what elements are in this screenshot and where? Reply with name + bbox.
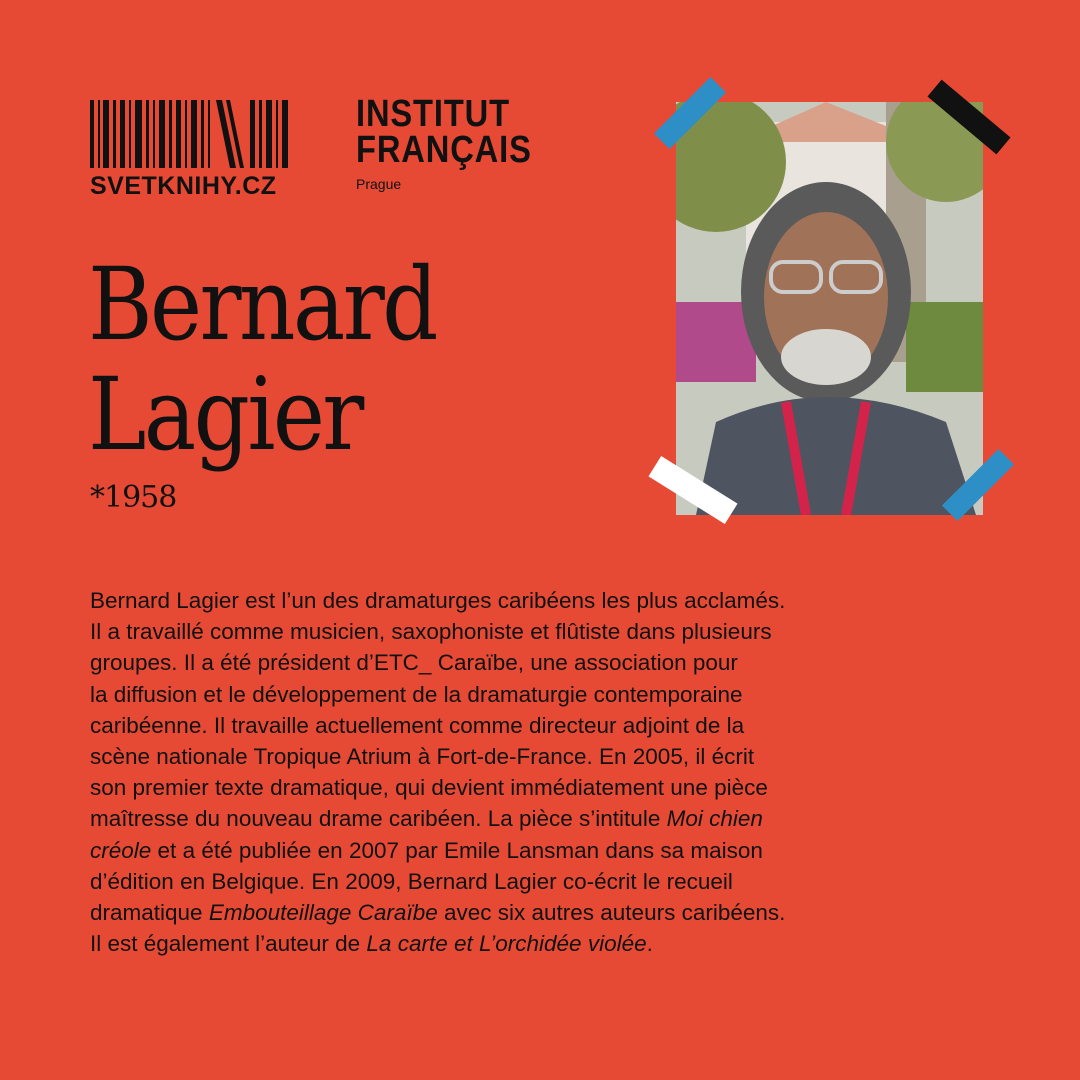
portrait-illustration — [676, 102, 983, 515]
barcode-icon — [90, 100, 290, 168]
bio-line — [90, 928, 990, 959]
author-photo-frame — [676, 102, 983, 515]
bio-line — [90, 897, 990, 928]
book-title-la-carte: La carte et L’orchidée violée — [366, 931, 647, 957]
book-title-embouteillage-caraibe: Embouteillage Caraïbe — [208, 900, 438, 926]
bio-line: Il a travaillé comme musicien, saxophoniste et flûtiste dans plusieurs — [90, 619, 772, 645]
bio-text: . — [646, 931, 653, 957]
bio-line: groupes. Il a été président d’ETC_ Caraïbe, une association pour — [90, 650, 738, 676]
institut-city: Prague — [356, 176, 402, 192]
author-first-name: Bernard — [88, 246, 436, 363]
author-biography — [90, 585, 990, 959]
author-last-name: Lagier — [88, 356, 362, 473]
institut-francais-logo — [356, 93, 556, 206]
birth-year: *1958 — [90, 480, 177, 515]
bio-line — [90, 803, 990, 834]
bio-line: scène nationale Tropique Atrium à Fort-de-France. En 2005, il écrit — [90, 744, 755, 770]
bio-text: maîtresse du nouveau drame caribéen. La pièce s’intitule — [90, 806, 667, 832]
bio-line: Bernard Lagier est l’un des dramaturges caribéens les plus acclamés. — [90, 588, 786, 613]
institut-wordmark-line2: FRANÇAIS — [356, 129, 532, 171]
svetknihy-logo — [90, 100, 300, 200]
bio-line: la diffusion et le développement de la dramaturgie contemporaine — [90, 681, 743, 707]
bio-text: dramatique — [90, 900, 209, 926]
bio-text: et a été publiée en 2007 par Emile Lansman dans sa maison — [151, 837, 763, 863]
svetknihy-wordmark: SVETKNIHY.CZ — [90, 172, 277, 200]
bio-line — [90, 835, 990, 866]
bio-line: caribéenne. Il travaille actuellement comme directeur adjoint de la — [90, 712, 745, 738]
author-portrait-photo — [676, 102, 983, 515]
author-name — [88, 246, 436, 473]
institut-wordmark-line1: INSTITUT — [356, 93, 510, 135]
bio-line: d’édition en Belgique. En 2009, Bernard Lagier co-écrit le recueil — [90, 868, 733, 894]
bio-text: avec six autres auteurs caribéens. — [437, 900, 786, 926]
book-title-moi-chien-creole: Moi chien — [666, 806, 763, 832]
bio-text: Il est également l’auteur de — [90, 931, 367, 957]
book-title-moi-chien-creole-cont: créole — [90, 837, 152, 863]
bio-line: son premier texte dramatique, qui devient immédiatement une pièce — [90, 775, 768, 801]
